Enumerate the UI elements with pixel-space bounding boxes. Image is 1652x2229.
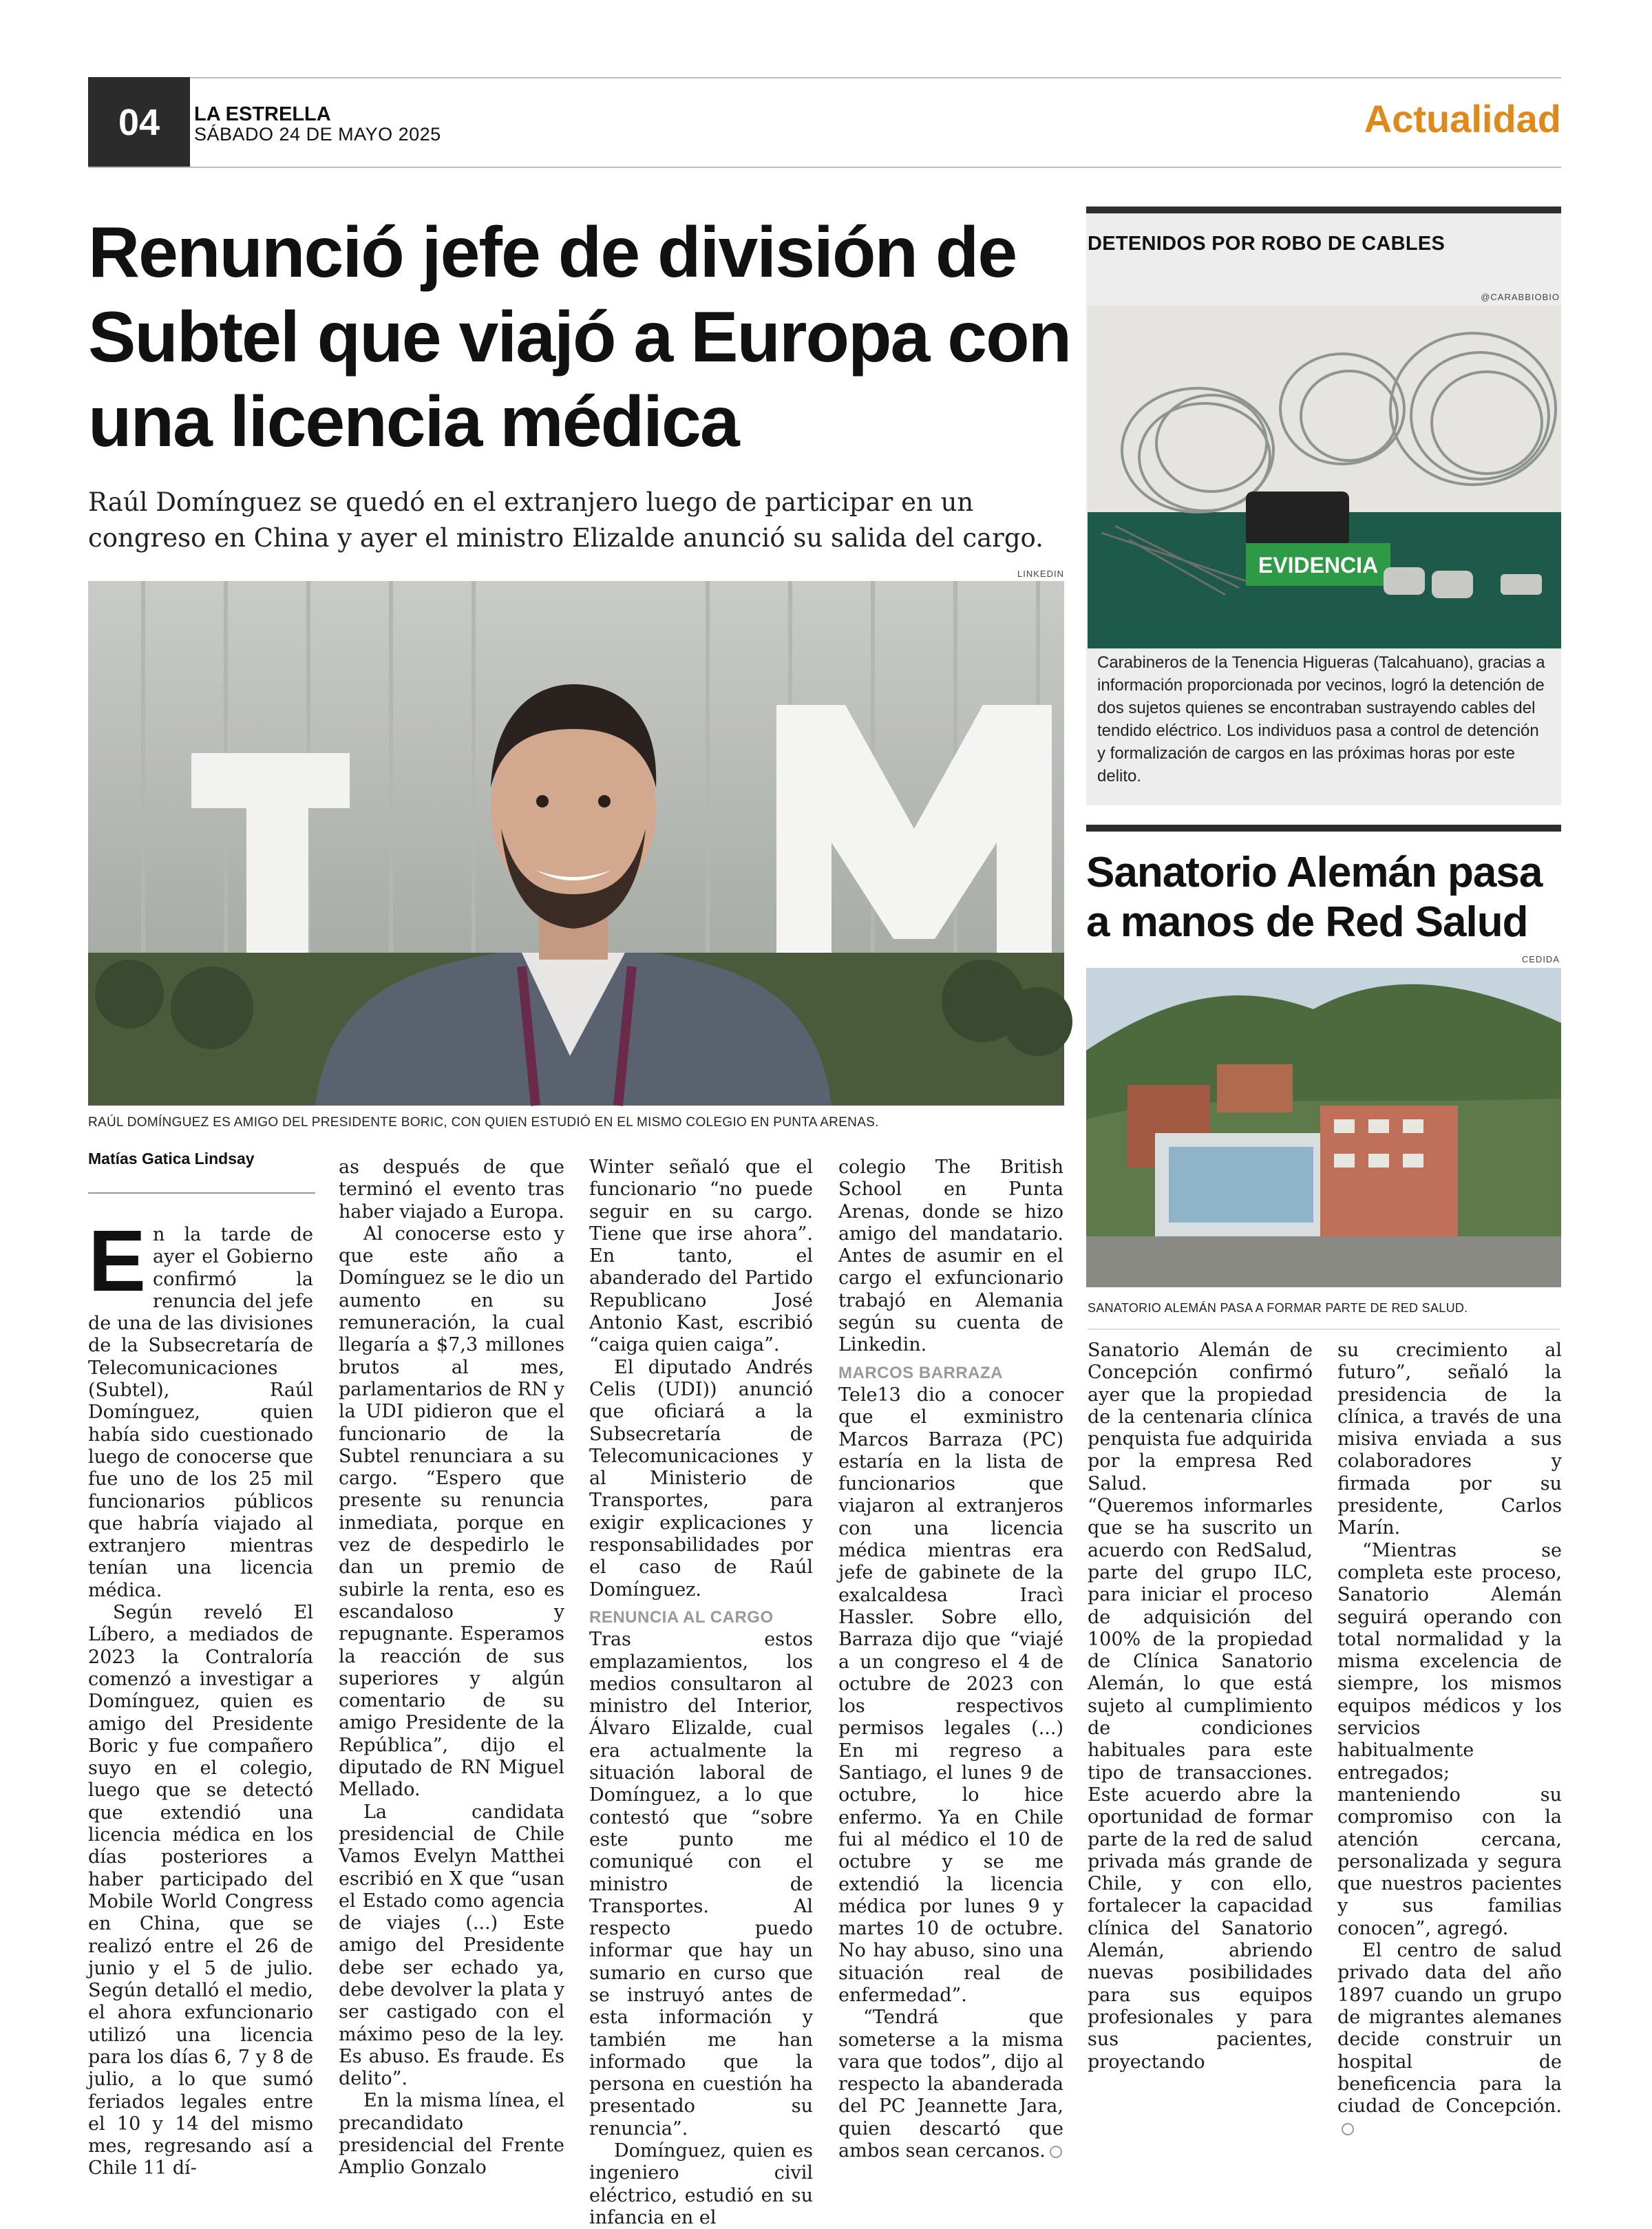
- second-photo-caption: SANATORIO ALEMÁN PASA A FORMAR PARTE DE RED SALUD.: [1088, 1301, 1468, 1315]
- end-mark-icon: [1050, 2146, 1062, 2158]
- second-headline: Sanatorio Alemán pasa a manos de Red Salud: [1086, 849, 1543, 946]
- main-col-3: [589, 1156, 813, 2229]
- sidebar-box-text: Carabineros de la Tenencia Higueras (Talcahuano), gracias a información proporcionada por vecinos, logró la detención de dos sujetos quienes se encontraban sustrayendo cables del tendido eléctrico. Los individuos pasa a control de detención y formalización de cargos en las próximas horas por este delito.: [1097, 653, 1545, 785]
- main-col-4-para: Tele13 dio a conocer que el exministro Marcos Barraza (PC) estaría en la lista de funcionarios que viajaron al extranjeros con una licencia médica mientras era jefe de gabinete de la exalcaldesa Iracì Hassler. Sobre ello, Barraza dijo que “viajé a un congreso el 4 de octubre de 2023 con los respectivos permisos legales (...) En mi regreso a Santiago, el lunes 9 de octubre, lo hice enfermo. Ya en Chile fui al médico el 10 de octubre y se me extendió la licencia médica por lunes 9 y martes 10 de octubre. No hay abuso, sino una situación real de enfermedad”.: [838, 1384, 1063, 2006]
- section-label: Actualidad: [1364, 97, 1561, 140]
- subhead-renuncia: RENUNCIA AL CARGO: [589, 1607, 774, 1627]
- paper-name: LA ESTRELLA: [194, 103, 331, 125]
- second-col-1-para: “Queremos informarles que se ha suscrito un acuerdo con RedSalud, parte del grupo ILC, para iniciar el proceso de adquisición del 100% de la propiedad de Clínica Sanatorio Alemán, lo que está sujeto al cumplimiento de condiciones habituales para este tipo de transacciones. Este acuerdo abre la oportunidad de formar parte de la red de salud privada más grande de Chile, y con ello, fortalecer la capacidad clínica del Sanatorio Alemán, abriendo nuevas posibilidades para sus equipos profesionales y para sus pacientes, proyectando: [1088, 1495, 1313, 2073]
- second-col-2-para: su crecimiento al futuro”, señaló la presidencia de la clínica, a través de una misiva enviada a sus colaboradores y firmada por su presidente, Carlos Marín.: [1337, 1340, 1562, 1539]
- caption-rule: [1088, 1329, 1560, 1330]
- sidebar-box-title: DETENIDOS POR ROBO DE CABLES: [1088, 233, 1446, 255]
- paper-date: SÁBADO 24 DE MAYO 2025: [194, 124, 441, 145]
- header-bottom-rule: [88, 167, 1561, 168]
- drop-cap: E: [88, 1212, 147, 1309]
- byline: Matías Gatica Lindsay: [88, 1150, 255, 1168]
- main-col-1-para: Según reveló El Líbero, a mediados de 2023 la Contraloría comenzó a investigar a Domínguez, quien es amigo del Presidente Boric y fue compañero suyo en el colegio, luego que se detectó que extendió una licencia médica en los días posteriores a haber participado del Mobile World Congress en China, que se realizó entre el 26 de junio y el 5 de julio. Según detalló el medio, el ahora exfuncionario utilizó una licencia para los días 6, 7 y 8 de julio, a lo que sumó feriados legales entre el 10 y 14 del mismo mes, regresando así a Chile 11 dí-: [88, 1602, 313, 2179]
- second-photo-credit: CEDIDA: [1521, 954, 1560, 964]
- sanatorio-photo: [1086, 968, 1561, 1287]
- main-col-3-para: El diputado Andrés Celis (UDI)) anunció que oficiará a la Subsecretaría de Telecomunicaciones y al Ministerio de Transportes, para exigir explicaciones y responsabilidades por el caso de Raúl Domínguez.: [589, 1356, 813, 1601]
- main-col-2-para: La candidata presidencial de Chile Vamos Evelyn Matthei escribió en X que “usan el Estado como agencia de viajes (...) Este amigo del Presidente debe ser echado ya, debe devolver la plata y ser castigado con el máximo peso de la ley. Es abuso. Es fraude. Es delito”.: [339, 1801, 564, 2090]
- second-article-top-bar: [1086, 825, 1561, 832]
- main-col-2-para: En la misma línea, el precandidato presidencial del Frente Amplio Gonzalo: [339, 2090, 564, 2179]
- main-col-2: [339, 1156, 564, 2179]
- end-mark-icon: [1342, 2123, 1354, 2135]
- second-col-1-para: Sanatorio Alemán de Concepción confirmó ayer que la propiedad de la centenaria clínica penquista fue adquirida por la empresa Red Salud.: [1088, 1340, 1313, 1494]
- main-col-3-para: Domínguez, quien es ingeniero civil eléctrico, estudió en su infancia en el: [589, 2140, 813, 2228]
- evidence-label: EVIDENCIA: [1258, 553, 1379, 578]
- second-col-2-para: El centro de salud privado data del año 1897 cuando un grupo de migrantes alemanes decide construir un hospital de beneficencia para la ciudad de Concepción.: [1337, 1940, 1562, 2140]
- sanatorio-illustration: [1086, 968, 1561, 1287]
- subhead-barraza: MARCOS BARRAZA: [838, 1363, 1003, 1382]
- main-photo: [88, 581, 1064, 1106]
- main-col-3-para: Tras estos emplazamientos, los medios consultaron al ministro del Interior, Álvaro Elizalde, cual era actualmente la situación laboral de Domínguez, a lo que contestó que “sobre este punto me comuniqué con el ministro de Transportes. Al respecto puedo informar que hay un sumario en curso que se instruyó antes de esta información y también me han informado que la persona en cuestión ha presentado su renuncia”.: [589, 1629, 813, 2140]
- main-col-1: [88, 1212, 313, 2180]
- second-col-2-para: “Mientras se completa este proceso, Sanatorio Alemán seguirá operando con total normalidad y la misma excelencia de siempre, los mismos equipos médicos y los servicios habitualmente entregados; manteniendo su compromiso con la atención cercana, personalizada y segura que nuestros pacientes y sus familias conocen”, agregó.: [1337, 1539, 1562, 1939]
- main-photo-credit: LINKEDIN: [1017, 569, 1064, 579]
- page-number: 04: [88, 77, 190, 168]
- main-headline: Renunció jefe de división de Subtel que viajó a Europa con una licencia médica: [88, 213, 1071, 462]
- byline-rule: [88, 1192, 315, 1194]
- main-col-4-para: “Tendrá que someterse a la misma vara que todos”, dijo al respecto la abanderada del PC Jeannette Jara, quien descartó que ambos sean cercanos.: [838, 2007, 1063, 2162]
- main-col-3-para: Winter señaló que el funcionario “no puede seguir en su cargo. Tiene que irse ahora”. En tanto, el abanderado del Partido Republicano José Antonio Kast, escribió “caiga quien caiga”.: [589, 1156, 813, 1356]
- header-top-rule: [88, 77, 1561, 78]
- cables-illustration: [1088, 306, 1561, 648]
- second-col-1: [1088, 1340, 1313, 2073]
- main-col-4: [838, 1156, 1063, 2162]
- main-col-2-para: Al conocerse esto y que este año a Domínguez se le dio un aumento en su remuneración, la cual llegaría a $7,3 millones brutos al mes, parlamentarios de RN y la UDI pidieron que el funcionario de la Subtel renunciara a su cargo. “Espero que presente su renuncia inmediata, porque en vez de despedirlo le dan un premio de subirle la renta, eso es escandaloso y repugnante. Esperamos la reacción de sus superiores y algún comentario de su amigo Presidente de la República”, dijo el diputado de RN Miguel Mellado.: [339, 1223, 564, 1801]
- second-col-2: [1337, 1340, 1562, 2140]
- cables-photo: [1088, 306, 1561, 648]
- main-deck: Raúl Domínguez se quedó en el extranjero luego de participar en un congreso en China y ayer el ministro Elizalde anunció su salida del cargo.: [88, 487, 1044, 553]
- sidebar-photo-credit: @CARABBIOBIO: [1481, 292, 1560, 302]
- main-col-1-para: En la tarde de ayer el Gobierno confirmó la renuncia del jefe de una de las divisiones de la Subsecretaría de Telecomunicaciones (Subtel), Raúl Domínguez, quien había sido cuestionado luego de conocerse que fue uno de los 25 mil funcionarios públicos que habría viajado al extranjero mientras tenían una licencia médica.: [88, 1212, 313, 1601]
- sidebar-top-bar: [1086, 207, 1561, 213]
- main-photo-caption: RAÚL DOMÍNGUEZ ES AMIGO DEL PRESIDENTE BORIC, CON QUIEN ESTUDIÓ EN EL MISMO COLEGIO EN PUNTA ARENAS.: [88, 1115, 879, 1130]
- main-col-2-para: as después de que terminó el evento tras haber viajado a Europa.: [339, 1156, 564, 1223]
- portrait-illustration: [88, 581, 1064, 1106]
- main-col-4-para: colegio The British School en Punta Arenas, donde se hizo amigo del mandatario. Antes de asumir en el cargo el exfuncionario trabajó en Alemania según su cuenta de Linkedin.: [838, 1156, 1063, 1356]
